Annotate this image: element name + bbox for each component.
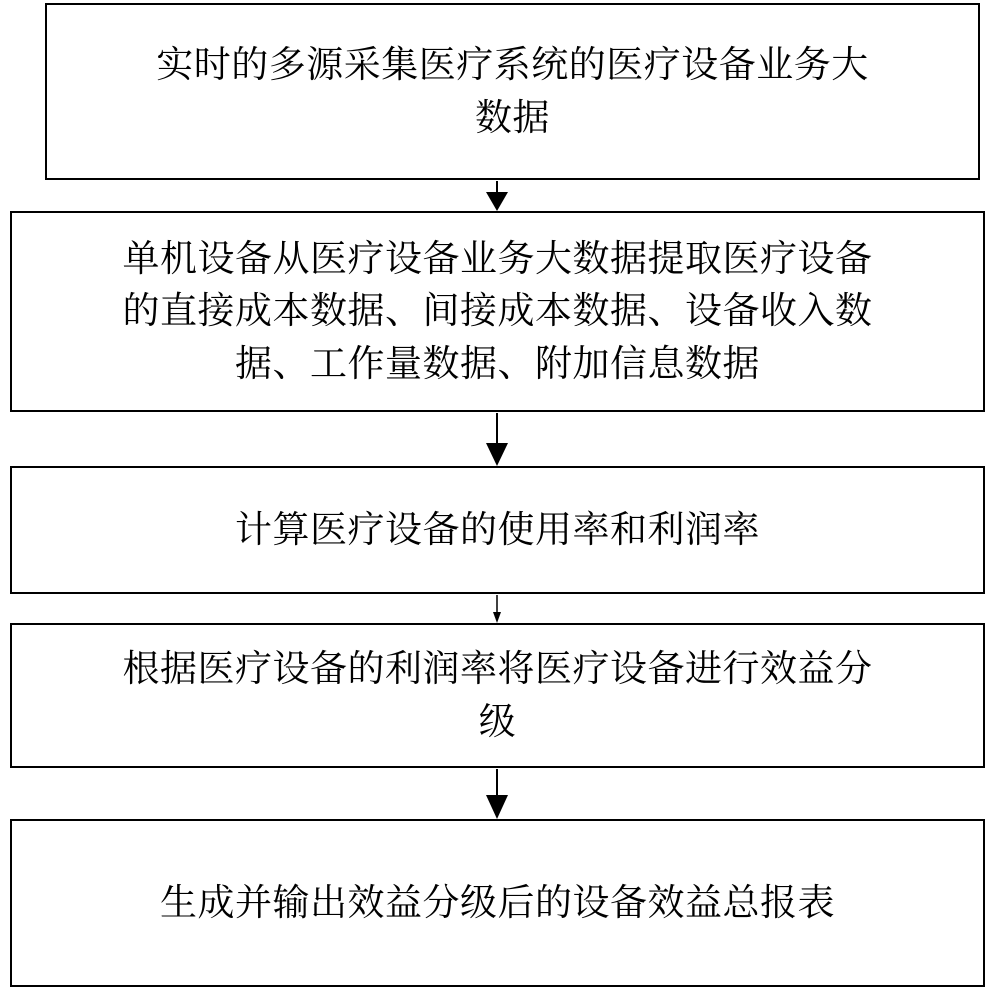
arrow-4-to-5 <box>486 769 508 819</box>
step-4-box <box>10 623 985 768</box>
step-5-box <box>10 819 985 987</box>
step-1-box <box>45 3 980 180</box>
step-2-box <box>10 211 985 412</box>
arrow-3-to-4 <box>493 595 501 623</box>
arrow-1-to-2 <box>486 181 508 211</box>
step-2-text: 单机设备从医疗设备业务大数据提取医疗设备 的直接成本数据、间接成本数据、设备收入数 据、工作量数据、附加信息数据 <box>122 236 873 385</box>
step-3-text: 计算医疗设备的使用率和利润率 <box>235 507 760 551</box>
step-1-text: 实时的多源采集医疗系统的医疗设备业务大 数据 <box>156 42 869 139</box>
step-3-box <box>10 466 985 594</box>
step-4-text: 根据医疗设备的利润率将医疗设备进行效益分 级 <box>122 646 873 743</box>
arrow-2-to-3 <box>486 413 508 466</box>
step-5-text: 生成并输出效益分级后的设备效益总报表 <box>160 880 835 924</box>
